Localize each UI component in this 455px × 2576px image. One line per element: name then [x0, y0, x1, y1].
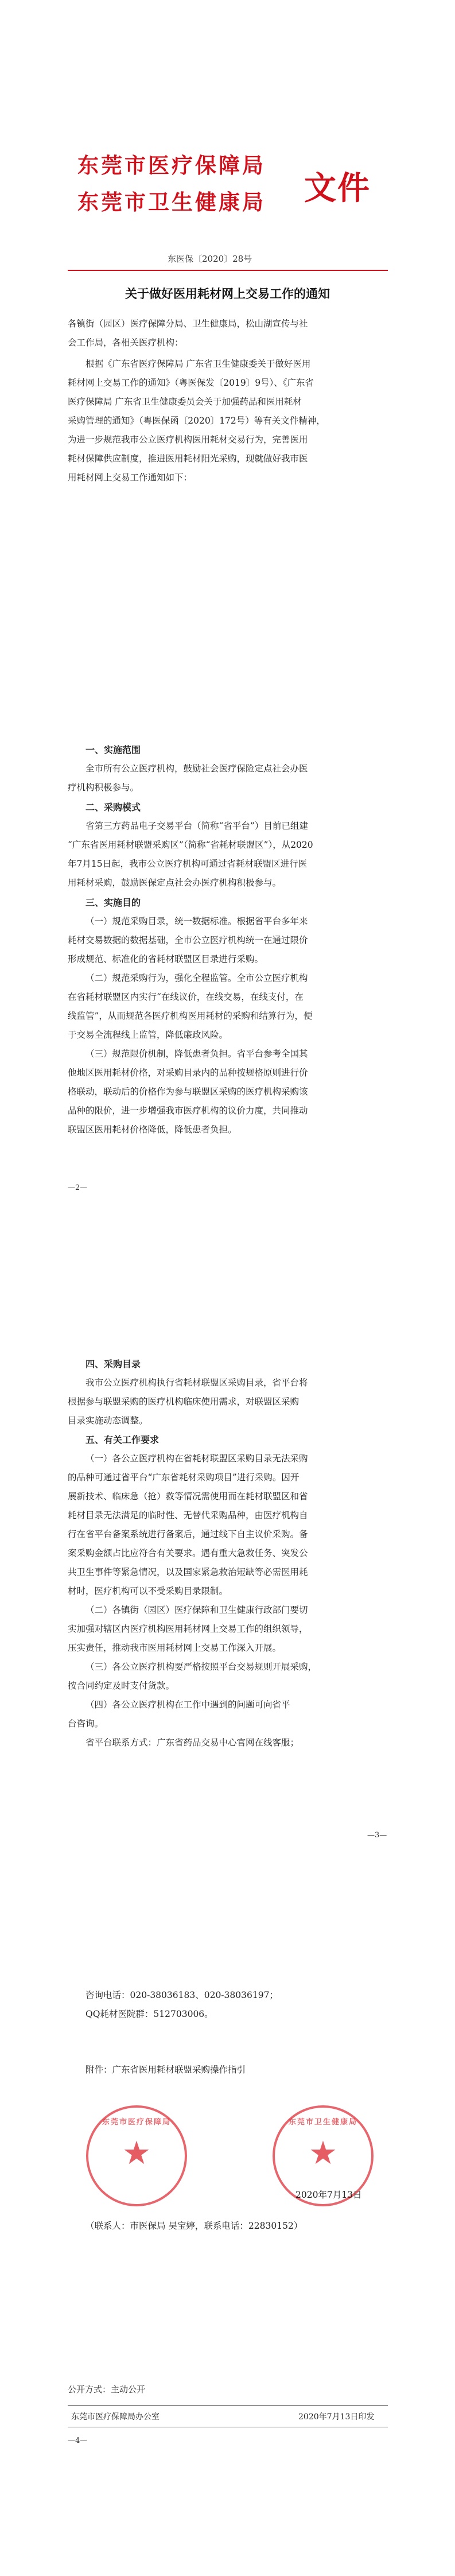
purpose-item-2-line: 于交易全流程线上监管，降低廉政风险。 [68, 1030, 228, 1040]
left-seal-text: 东莞市医疗保障局 [102, 2118, 171, 2127]
purpose-item-3-line: （三）规范限价机制，降低患者负担。省平台参考全国其 [85, 1049, 308, 1059]
purpose-item-1-line: （一）规范采购目录，统一数据标准。根据省平台多年来 [85, 916, 308, 926]
purpose-item-3-line: 格联动，联动后的价格作为参与联盟区采购的医疗机构采购该 [68, 1087, 308, 1097]
intro-line: 用耗材网上交易工作通知如下： [68, 472, 193, 483]
signing-date: 2020年7月13日 [295, 2190, 362, 2200]
req-item-1-line: 展新技术、临床急（抢）救等情况需使用而在耗材联盟区和省 [68, 1491, 308, 1502]
masthead-wenjian: 文件 [304, 169, 371, 207]
section-catalog [68, 1355, 386, 1430]
section-line: 我市公立医疗机构执行省耗材联盟区采购目录，省平台将 [85, 1378, 308, 1388]
req-item-3-line: （三）各公立医疗机构要严格按照平台交易规则开展采购， [85, 1662, 317, 1672]
req-item-1-line: 耗材目录无法满足的临时性、无替代采购品种，由医疗机构自 [68, 1510, 308, 1520]
attachment-line: 附件：广东省医用耗材联盟采购操作指引 [85, 2065, 246, 2075]
footer-issuer: 东莞市医疗保障局办公室 [71, 2412, 160, 2422]
intro-line: 为进一步规范我市公立医疗机构医用耗材交易行为，完善医用 [68, 434, 308, 445]
req-item-1-line: 的品种可通过省平台“广东省耗材采购项目”进行采购。因开 [68, 1472, 300, 1483]
recipients-line: 会工作局，各相关医疗机构： [68, 337, 184, 348]
footer-top-rule [68, 2405, 388, 2406]
footer-issue-date: 2020年7月13日印发 [298, 2412, 375, 2422]
intro-line: 根据《广东省医疗保障局 广东省卫生健康委关于做好医用 [85, 359, 311, 369]
req-item-1-line: 共卫生事件等紧急情况，以及国家紧急救治短缺等必需医用耗 [68, 1567, 308, 1577]
masthead-issuer-medical-security: 东莞市医疗保障局 [77, 153, 266, 178]
purpose-item-2-line: 在省耗材联盟区内实行“在线议价，在线交易，在线支付，在 [68, 992, 304, 1002]
section-heading: 一、实施范围 [85, 744, 141, 755]
section-procurement-mode [68, 798, 386, 893]
section-line: 根据参与联盟采购的医疗机构临床使用需求，对联盟区采购 [68, 1396, 300, 1407]
section-heading: 五、有关工作要求 [85, 1434, 160, 1445]
star-icon: ★ [122, 2135, 151, 2172]
section-heading: 二、采购模式 [85, 802, 141, 813]
purpose-item-2-line: 线监管”，从而规范各医疗机构医用耗材的采购和结算行为，便 [68, 1011, 313, 1021]
doc-number: 东医保〔2020〕28号 [168, 254, 252, 264]
qq-group: QQ耗材医院群：512703006。 [85, 2009, 213, 2019]
contact-person: （联系人：市医保局 吴宝婷，联系电话：22830152） [85, 2221, 303, 2231]
red-divider [68, 270, 388, 271]
section-line: 用耗材采购，鼓励医保定点社会办医疗机构积极参与。 [68, 878, 282, 888]
req-item-1-line: 材时，医疗机构可以不受采购目录限制。 [68, 1586, 228, 1596]
purpose-item-2-line: （二）规范采购行为，强化全程监管。全市公立医疗机构 [85, 973, 308, 983]
recipients-line: 各镇街（园区）医疗保障分局、卫生健康局，松山湖宣传与社 [68, 319, 308, 329]
section-scope [68, 740, 386, 797]
req-item-1-line: 案采购金额占比应符合有关要求。遇有重大急救任务、突发公 [68, 1548, 308, 1558]
purpose-item-3-line: 联盟区医用耗材价格降低，降低患者负担。 [68, 1124, 237, 1135]
recipients [68, 315, 386, 352]
req-item-2-line: （二）各镇街（园区）医疗保障和卫生健康行政部门要切 [85, 1605, 308, 1615]
purpose-item-1-line: 形成规范、标准化的省耗材联盟区目录进行采购。 [68, 954, 264, 964]
section-heading: 四、采购目录 [85, 1359, 141, 1370]
masthead-issuer-health: 东莞市卫生健康局 [77, 189, 266, 215]
req-item-4-line: （四）各公立医疗机构在工作中遇到的问题可向省平 [85, 1700, 290, 1710]
right-seal-text: 东莞市卫生健康局 [288, 2118, 357, 2127]
section-line: 目录实施动态调整。 [68, 1415, 148, 1426]
req-item-1-line: （一）各公立医疗机构在省耗材联盟区采购目录无法采购 [85, 1453, 308, 1464]
section-line: 疗机构积极参与。 [68, 782, 139, 793]
intro-line: 耗材网上交易工作的通知》（粤医保发〔2019〕9号）、《广东省 [68, 378, 314, 388]
consult-phone: 咨询电话：020-38036183、020-38036197； [85, 1990, 278, 2000]
req-item-1-line: 行在省平台备案系统进行备案后，通过线下自主议价采购。备 [68, 1529, 308, 1539]
page-number: —3— [367, 1831, 387, 1840]
disclosure-method: 公开方式：主动公开 [68, 2384, 146, 2395]
intro-line: 采购管理的通知》（粤医保函〔2020〕172号）等有关文件精神， [68, 416, 325, 426]
purpose-item-1-line: 耗材交易数据的数据基础，全市公立医疗机构统一在通过限价 [68, 935, 308, 945]
req-item-2-line: 压实责任，推动我市医用耗材网上交易工作深入开展。 [68, 1643, 282, 1653]
section-line: “广东省医用耗材联盟采购区”（简称“省耗材联盟区”），从2020 [68, 840, 313, 850]
req-item-3-line: 按合同约定及时支付货款。 [68, 1681, 175, 1691]
section-line: 省第三方药品电子交易平台（简称“省平台”）目前已组建 [85, 821, 308, 831]
contact-block [68, 1986, 386, 2024]
section-line: 全市所有公立医疗机构，鼓励社会医疗保险定点社会办医 [85, 763, 308, 774]
purpose-item-3-line: 品种的限价，进一步增强我市医疗机构的议价力度，共同推动 [68, 1105, 308, 1116]
left-official-seal [86, 2105, 187, 2206]
section-requirements [68, 1430, 386, 1752]
req-item-4-line: 台咨询。 [68, 1718, 104, 1729]
intro-line: 耗材保障供应制度，推进医用耗材阳光采购，现就做好我市医 [68, 453, 308, 464]
document-title: 关于做好医用耗材网上交易工作的通知 [125, 286, 330, 301]
platform-contact-intro: 省平台联系方式：广东省药品交易中心官网在线客服； [85, 1737, 300, 1748]
page-number: —2— [68, 1184, 88, 1192]
section-purpose [68, 893, 386, 1139]
intro-line: 医疗保障局 广东省卫生健康委员会关于加强药品和医用耗材 [68, 397, 302, 407]
masthead [77, 148, 399, 234]
purpose-item-3-line: 他地区医用耗材价格，对采购目录内的品种按规格原则进行价 [68, 1068, 308, 1078]
page-number: —4— [68, 2437, 88, 2445]
star-icon: ★ [308, 2135, 338, 2172]
section-line: 年7月15日起，我市公立医疗机构可通过省耗材联盟区进行医 [68, 859, 308, 869]
req-item-2-line: 实加强对辖区内医疗机构医用耗材网上交易工作的组织领导， [68, 1624, 308, 1634]
section-heading: 三、实施目的 [85, 897, 141, 908]
intro-paragraph [68, 355, 386, 487]
